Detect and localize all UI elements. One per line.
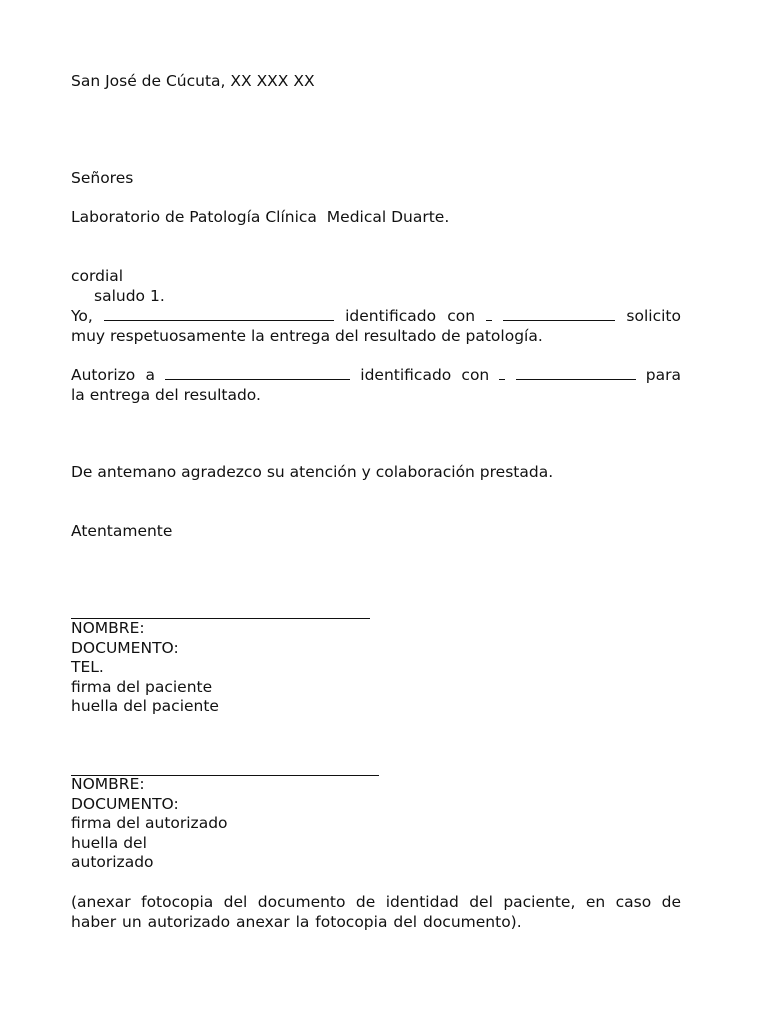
authorization-line-2: la entrega del resultado. xyxy=(71,385,261,404)
doc-type-blank[interactable] xyxy=(486,306,492,321)
authorized-doc-blank[interactable] xyxy=(516,365,636,380)
greeting-line-1: cordial xyxy=(71,267,124,285)
authorization-line-1 xyxy=(71,365,681,386)
patient-tel: TEL. xyxy=(71,658,104,677)
addressee-salutation xyxy=(71,169,681,189)
patient-firma: firma del paciente xyxy=(71,677,213,696)
authorized-name-blank[interactable] xyxy=(165,365,350,380)
auth-identificado: identificado xyxy=(360,366,452,384)
thanks-text: De antemano agradezco su atención y colaboración prestada. xyxy=(71,463,554,481)
thanks xyxy=(71,463,681,483)
patient-name-blank[interactable] xyxy=(104,306,334,321)
closing-text: Atentamente xyxy=(71,522,173,540)
request-line-2: muy respetuosamente la entrega del resultado de patología. xyxy=(71,326,543,345)
authorized-firma: firma del autorizado xyxy=(71,814,228,833)
authorized-documento: DOCUMENTO: xyxy=(71,794,179,813)
place-date-text: San José de Cúcuta, XX XXX XX xyxy=(71,72,315,90)
authorized-huella-1: huella del xyxy=(71,833,147,852)
auth-autorizo: Autorizo xyxy=(71,366,136,384)
patient-doc-blank[interactable] xyxy=(503,306,615,321)
place-date xyxy=(71,72,681,92)
authorized-nombre: NOMBRE: xyxy=(71,775,145,793)
note-line-1: (anexar fotocopia del documento de identidad del paciente, en caso de xyxy=(71,893,681,911)
authorization-paragraph xyxy=(71,365,681,405)
note-line-2: haber un autorizado anexar la fotocopia del documento). xyxy=(71,912,522,931)
salutation-text: Señores xyxy=(71,169,134,187)
addressee-organization xyxy=(71,208,681,228)
request-line-1 xyxy=(71,306,681,327)
closing xyxy=(71,522,681,542)
request-con: con xyxy=(447,307,476,325)
request-paragraph xyxy=(71,306,681,346)
auth-a: a xyxy=(145,366,155,384)
patient-signature-block xyxy=(71,619,681,717)
greeting-line-2: saludo 1. xyxy=(94,286,165,305)
request-solicito: solicito xyxy=(626,307,681,325)
organization-text: Laboratorio de Patología Clínica Medical Duarte. xyxy=(71,208,450,226)
patient-huella: huella del paciente xyxy=(71,697,219,716)
greeting xyxy=(71,267,681,306)
authorized-huella-2: autorizado xyxy=(71,853,154,872)
authorized-signature-block xyxy=(71,775,681,873)
auth-doc-type-blank[interactable] xyxy=(499,365,505,380)
request-yo: Yo, xyxy=(71,307,93,325)
request-identificado: identificado xyxy=(345,307,437,325)
patient-nombre: NOMBRE: xyxy=(71,619,145,637)
patient-documento: DOCUMENTO: xyxy=(71,638,179,657)
auth-con: con xyxy=(461,366,490,384)
note-paragraph xyxy=(71,893,681,932)
auth-para: para xyxy=(645,366,681,384)
